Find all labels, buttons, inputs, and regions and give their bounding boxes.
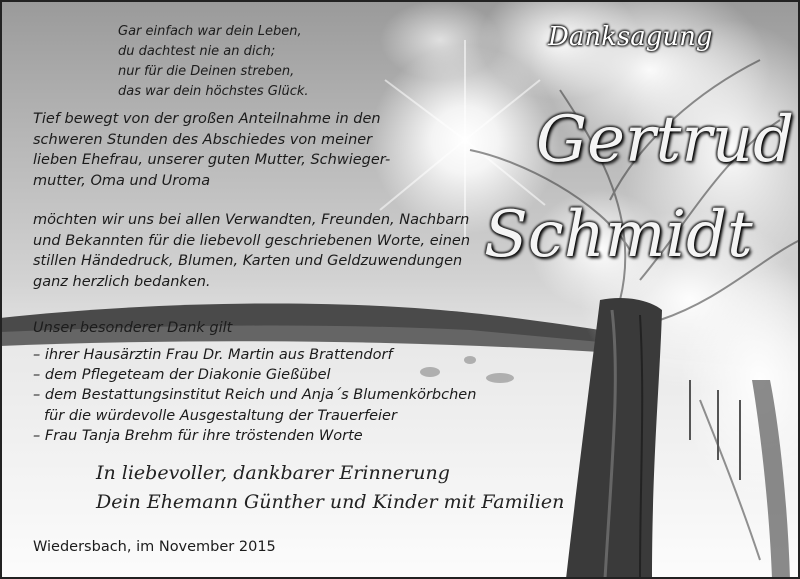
heading: Danksagung: [548, 22, 713, 52]
deceased-last-name: Schmidt: [484, 198, 753, 272]
list-item: – ihrer Hausärztin Frau Dr. Martin aus Brattendorf: [33, 347, 393, 363]
deceased-first-name: Gertrud: [536, 103, 795, 177]
thanks-line: möchten wir uns bei allen Verwandten, Freunden, Nachbarn: [33, 212, 470, 228]
intro-line: schweren Stunden des Abschiedes von meiner: [33, 131, 373, 148]
special-thanks-heading: [33, 318, 232, 339]
thanks-line: und Bekannten für die liebevoll geschriebenen Worte, einen: [33, 232, 471, 249]
list-item: – dem Bestattungsinstitut Reich und Anja´s Blumenkörbchen: [33, 387, 477, 404]
intro-line: lieben Ehefrau, unserer guten Mutter, Schwieger-: [33, 152, 391, 168]
place-date: Wiedersbach, im November 2015: [33, 539, 276, 555]
special-heading-text: Unser besonderer Dank gilt: [33, 320, 233, 336]
list-item: – Frau Tanja Brehm für ihre tröstenden Worte: [33, 427, 363, 444]
list-item: – dem Pflegeteam der Diakonie Gießübel: [33, 367, 331, 384]
poem: [118, 22, 309, 102]
closing-line: Dein Ehemann Günther und Kinder mit Familien: [96, 491, 565, 513]
thanks-line: stillen Händedruck, Blumen, Karten und Geldzuwendungen: [33, 253, 463, 269]
poem-line: du dachtest nie an dich;: [118, 44, 276, 59]
list-item: für die würdevolle Ausgestaltung der Trauerfeier: [44, 407, 397, 424]
intro-paragraph: [33, 109, 390, 191]
poem-line: nur für die Deinen streben,: [118, 64, 295, 79]
poem-line: Gar einfach war dein Leben,: [118, 24, 302, 39]
closing-line: In liebevoller, dankbarer Erinnerung: [96, 462, 450, 484]
intro-line: mutter, Oma und Uroma: [33, 172, 211, 189]
special-thanks-list: [33, 345, 476, 446]
intro-line: Tief bewegt von der großen Anteilnahme in den: [33, 111, 381, 127]
thanks-paragraph: [33, 210, 470, 292]
thanks-line: ganz herzlich bedanken.: [33, 273, 211, 290]
poem-line: das war dein höchstes Glück.: [118, 84, 309, 99]
closing-signature: [96, 459, 564, 517]
